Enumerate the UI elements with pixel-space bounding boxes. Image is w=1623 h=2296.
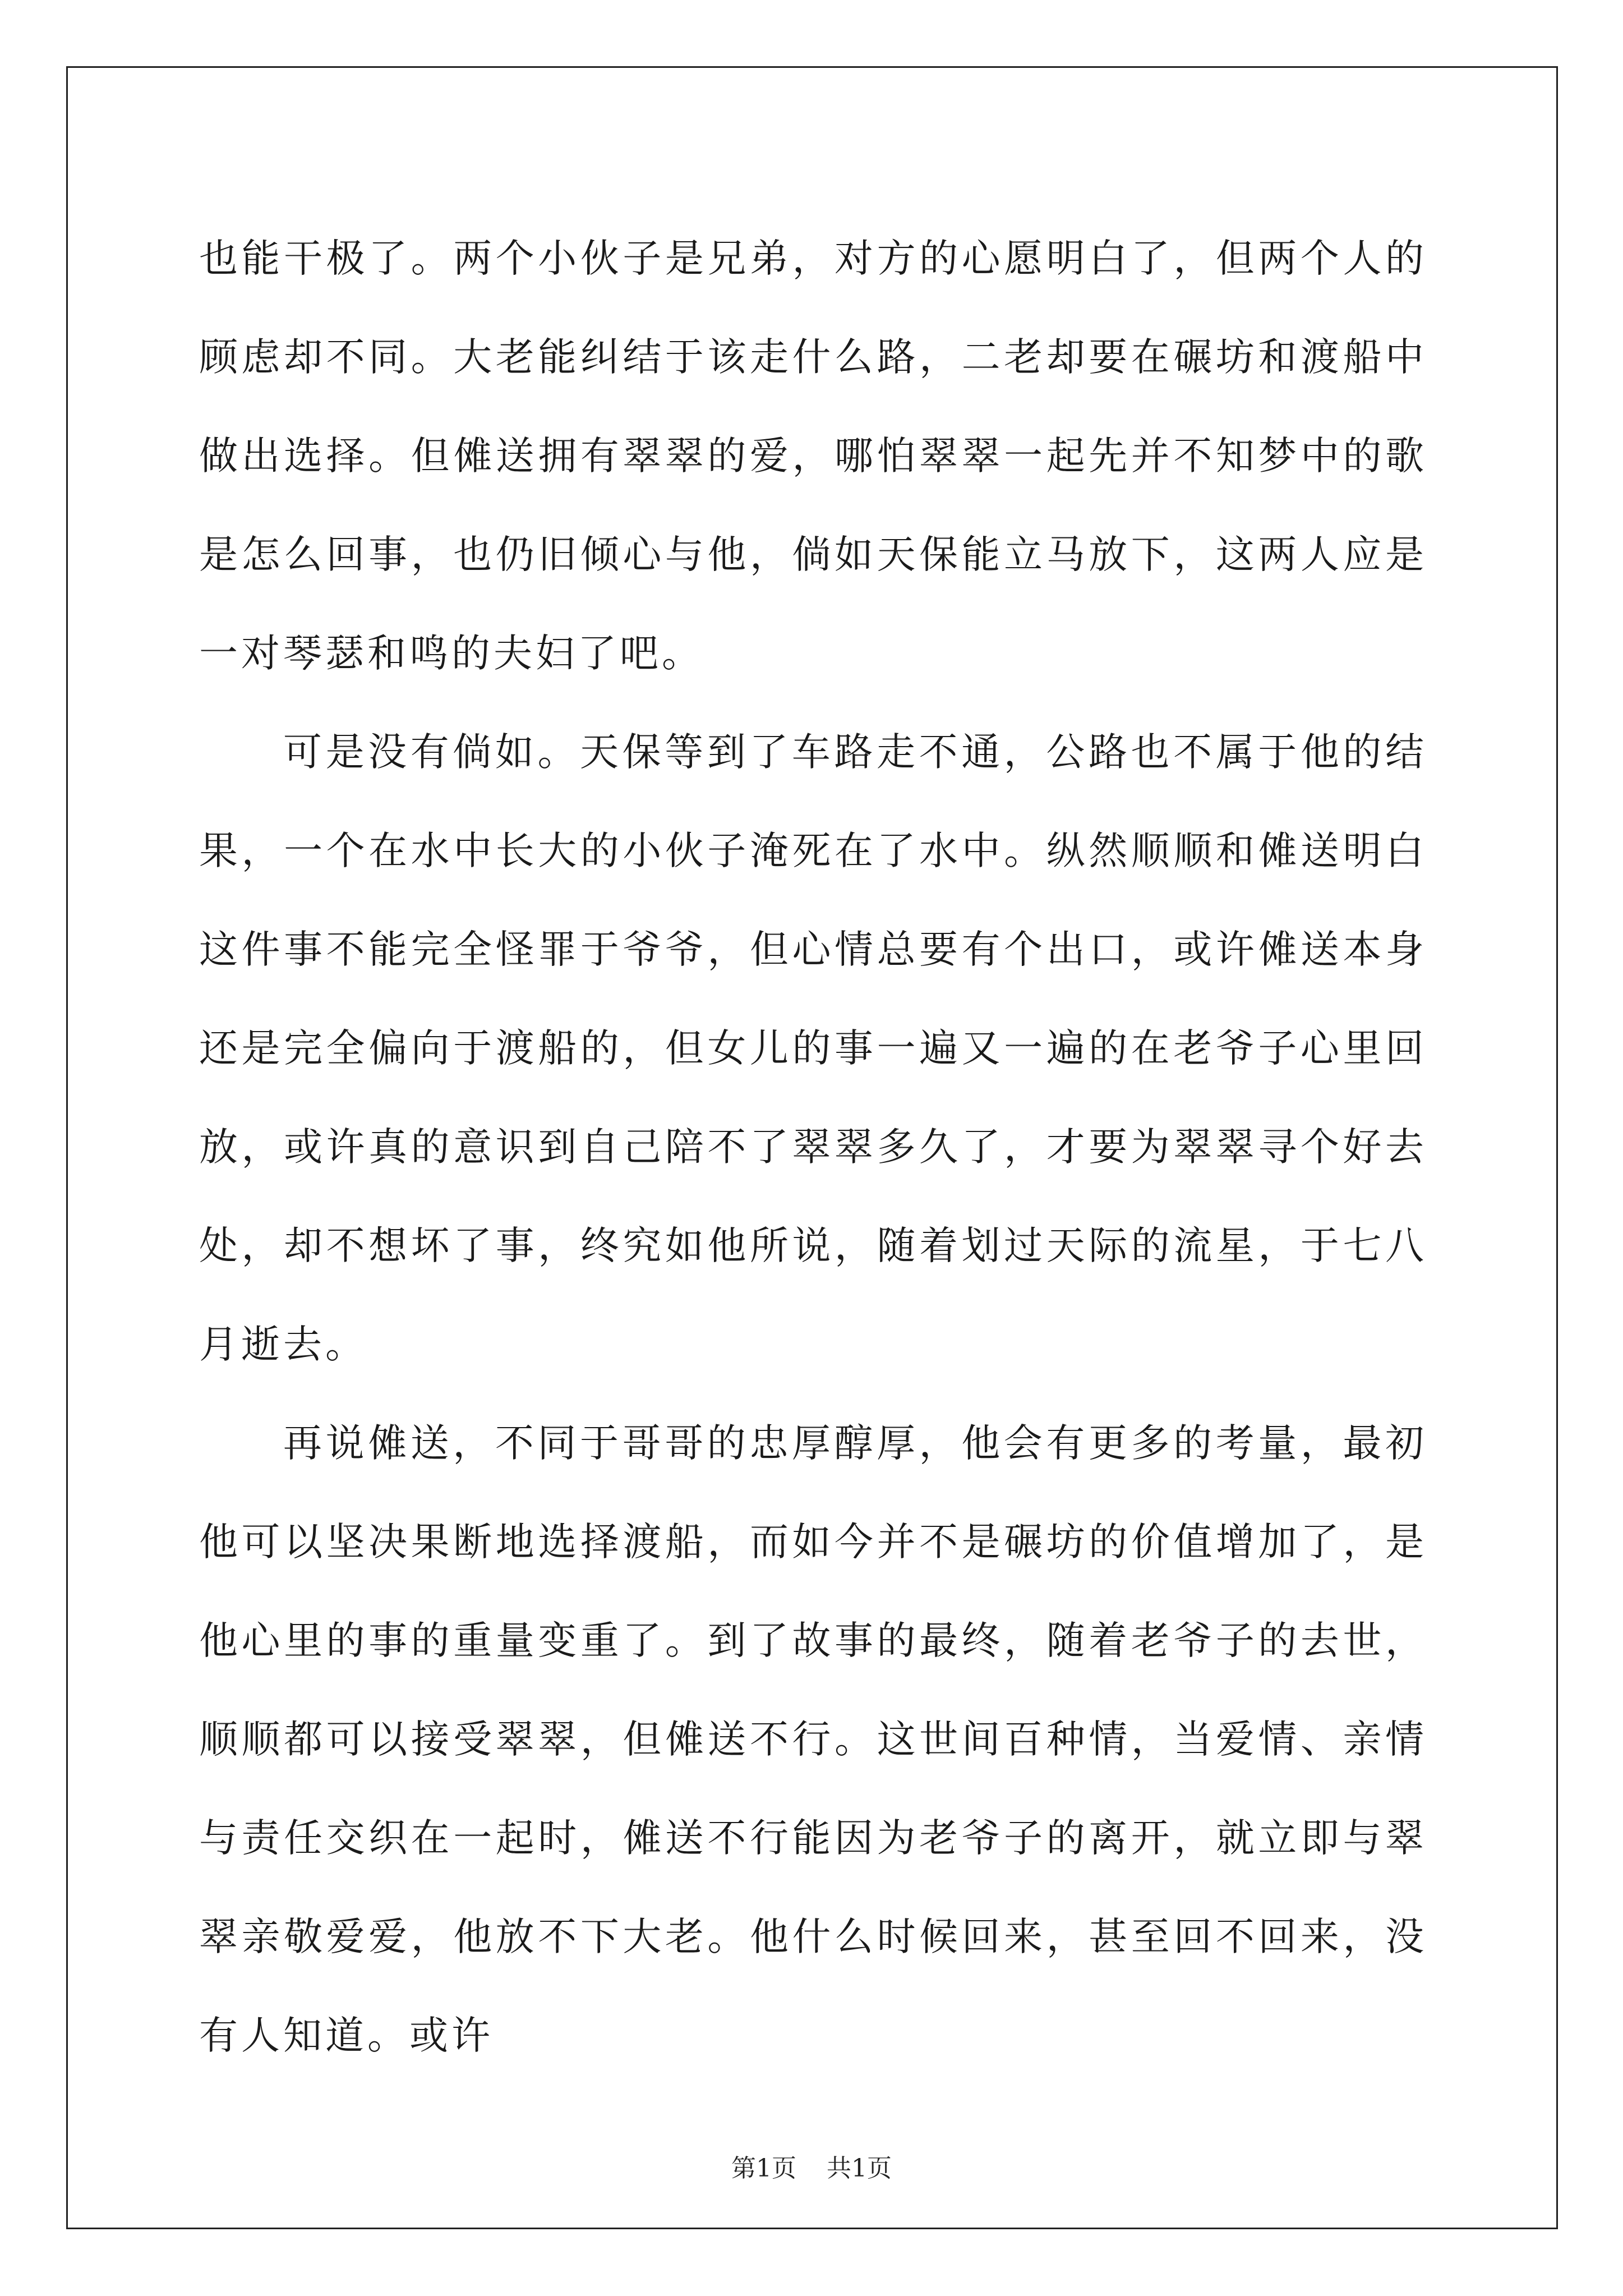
document-body [199, 209, 1427, 2085]
paragraph-1: 也能干极了。两个小伙子是兄弟，对方的心愿明白了，但两个人的顾虑却不同。大老能纠结于该走什么路，二老却要在碾坊和渡船中做出选择。但傩送拥有翠翠的爱，哪怕翠翠一起先并不知梦中的歌是怎么回事，也仍旧倾心与他，倘如天保能立马放下，这两人应是一对琴瑟和鸣的夫妇了吧。 [199, 236, 1427, 676]
paragraph-2: 可是没有倘如。天保等到了车路走不通，公路也不属于他的结果，一个在水中长大的小伙子淹死在了水中。纵然顺顺和傩送明白这件事不能完全怪罪于爷爷，但心情总要有个出口，或许傩送本身还是完全偏向于渡船的，但女儿的事一遍又一遍的在老爷子心里回放，或许真的意识到自己陪不了翠翠多久了，才要为翠翠寻个好去处，却不想坏了事，终究如他所说，随着划过天际的流星，于七八月逝去。 [199, 730, 1427, 1367]
page-number-current: 第1页 [731, 2154, 796, 2183]
page-number-total: 共1页 [827, 2154, 892, 2183]
page-footer [0, 2152, 1623, 2185]
paragraph-3: 再说傩送，不同于哥哥的忠厚醇厚，他会有更多的考量，最初他可以坚决果断地选择渡船，而如今并不是碾坊的价值增加了，是他心里的事的重量变重了。到了故事的最终，随着老爷子的去世，顺顺都可以接受翠翠，但傩送不行。这世间百种情，当爱情、亲情与责任交织在一起时，傩送不行能因为老爷子的离开，就立即与翠翠亲敬爱爱，他放不下大老。他什么时候回来，甚至回不回来，没有人知道。或许 [199, 1421, 1427, 2058]
